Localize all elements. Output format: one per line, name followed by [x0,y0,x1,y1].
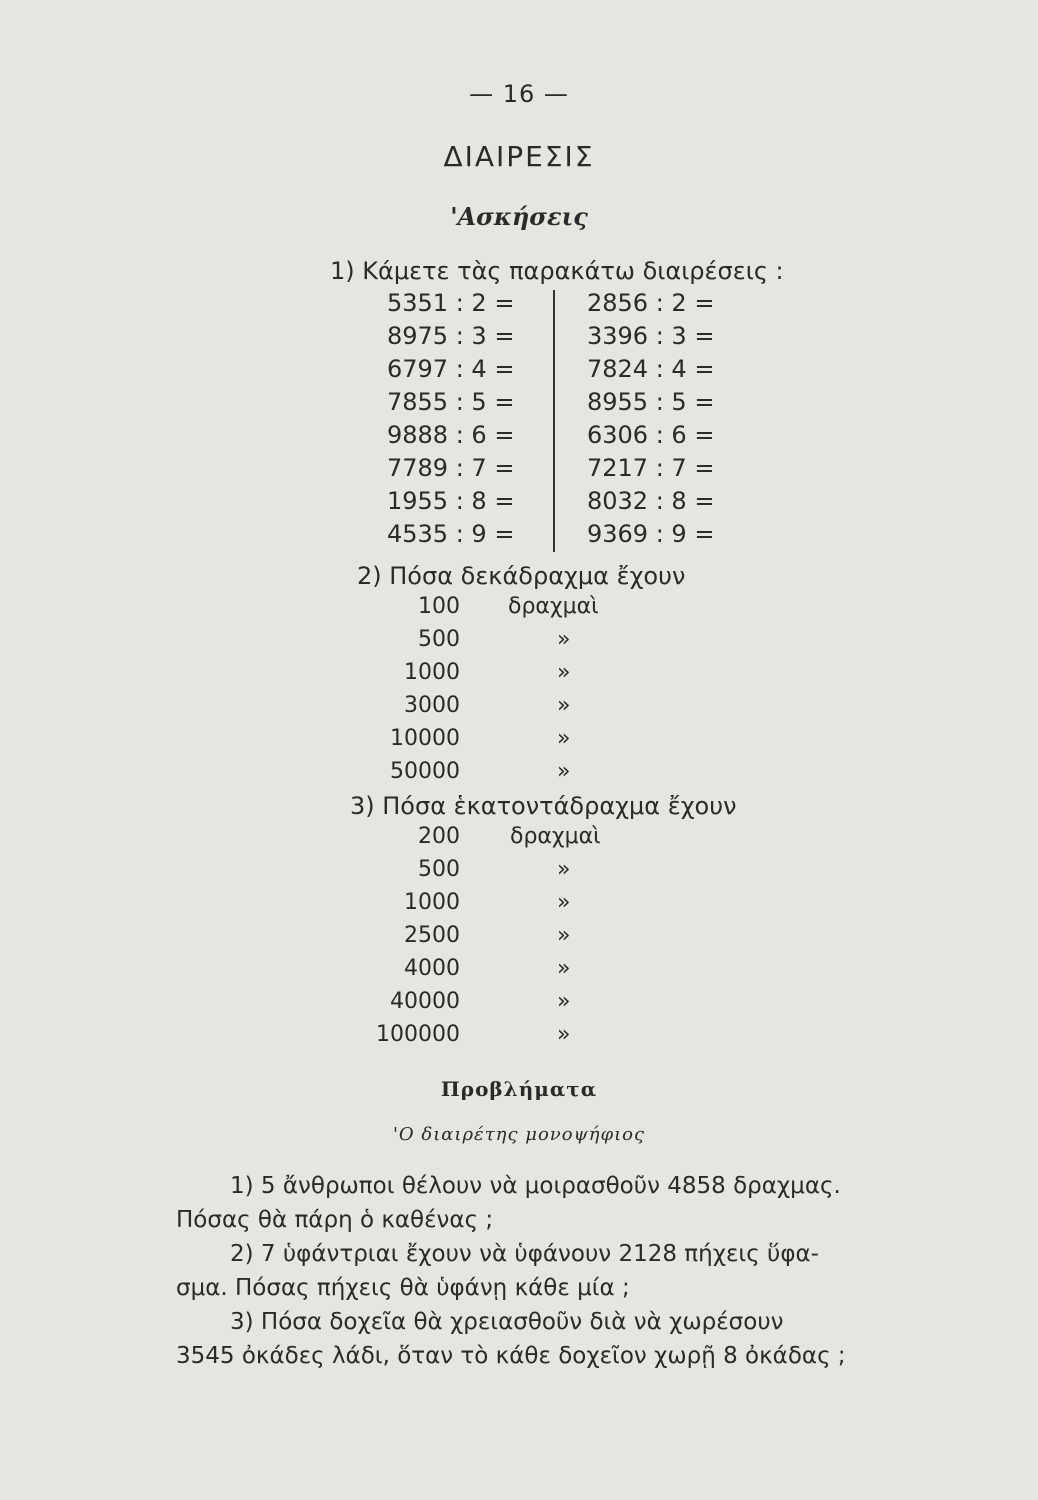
amount: 10000 [390,726,460,751]
division-problem: 8955 : 5 = [587,388,715,416]
problem-line: σμα. Πόσας πήχεις θὰ ὑφάνῃ κάθε μία ; [176,1275,630,1301]
unit-label: » [557,759,571,784]
division-problem: 8975 : 3 = [387,322,515,350]
amount: 1000 [404,890,460,915]
division-problem: 7855 : 5 = [387,388,515,416]
unit-label: » [557,890,571,915]
unit-label: » [557,726,571,751]
division-problem: 7824 : 4 = [587,355,715,383]
division-problem: 7789 : 7 = [387,454,515,482]
unit-label: δραχμαὶ [510,824,601,849]
exercise2-heading: 2) Πόσα δεκάδραχμα ἔχουν [357,562,686,590]
unit-label: » [557,660,571,685]
unit-label: » [557,923,571,948]
exercise1-heading: 1) Κάμετε τὰς παρακάτω διαιρέσεις : [330,257,784,285]
division-problem: 9369 : 9 = [587,520,715,548]
column-divider [553,290,555,552]
division-problem: 5351 : 2 = [387,289,515,317]
unit-label: » [557,989,571,1014]
division-problem: 6306 : 6 = [587,421,715,449]
unit-label: » [557,956,571,981]
amount: 100000 [376,1022,460,1047]
division-problem: 9888 : 6 = [387,421,515,449]
exercises-subtitle: 'Ασκήσεις [450,202,588,231]
page-number: — 16 — [469,80,569,108]
problems-title: Προβλήματα [440,1077,598,1101]
problem-line: Πόσας θὰ πάρη ὁ καθένας ; [176,1207,494,1233]
amount: 40000 [390,989,460,1014]
unit-label: » [557,693,571,718]
problem-line: 1) 5 ἄνθρωποι θέλουν νὰ μοιρασθοῦν 4858 δραχμας. [230,1173,841,1199]
division-problem: 1955 : 8 = [387,487,515,515]
unit-label: » [557,857,571,882]
exercise3-heading: 3) Πόσα ἑκατοντάδραχμα ἔχουν [350,792,737,820]
amount: 200 [418,824,460,849]
problems-subtitle: 'Ο διαιρέτης μονοψήφιος [392,1124,646,1145]
problem-line: 3545 ὀκάδες λάδι, ὅταν τὸ κάθε δοχεῖον χωρῇ 8 ὀκάδας ; [176,1343,846,1369]
section-title: ΔΙΑΙΡΕΣΙΣ [443,140,595,173]
problem-line: 3) Πόσα δοχεῖα θὰ χρειασθοῦν διὰ νὰ χωρέσουν [230,1309,784,1335]
division-problem: 6797 : 4 = [387,355,515,383]
amount: 100 [418,594,460,619]
division-problem: 7217 : 7 = [587,454,715,482]
unit-label: » [557,627,571,652]
amount: 1000 [404,660,460,685]
amount: 3000 [404,693,460,718]
division-problem: 3396 : 3 = [587,322,715,350]
problem-line: 2) 7 ὑφάντριαι ἔχουν νὰ ὑφάνουν 2128 πήχεις ὕφα- [230,1241,819,1267]
amount: 500 [418,627,460,652]
unit-label: » [557,1022,571,1047]
division-problem: 8032 : 8 = [587,487,715,515]
division-problem: 4535 : 9 = [387,520,515,548]
amount: 4000 [404,956,460,981]
division-problem: 2856 : 2 = [587,289,715,317]
unit-label: δραχμαὶ [508,594,599,619]
amount: 500 [418,857,460,882]
amount: 50000 [390,759,460,784]
amount: 2500 [404,923,460,948]
